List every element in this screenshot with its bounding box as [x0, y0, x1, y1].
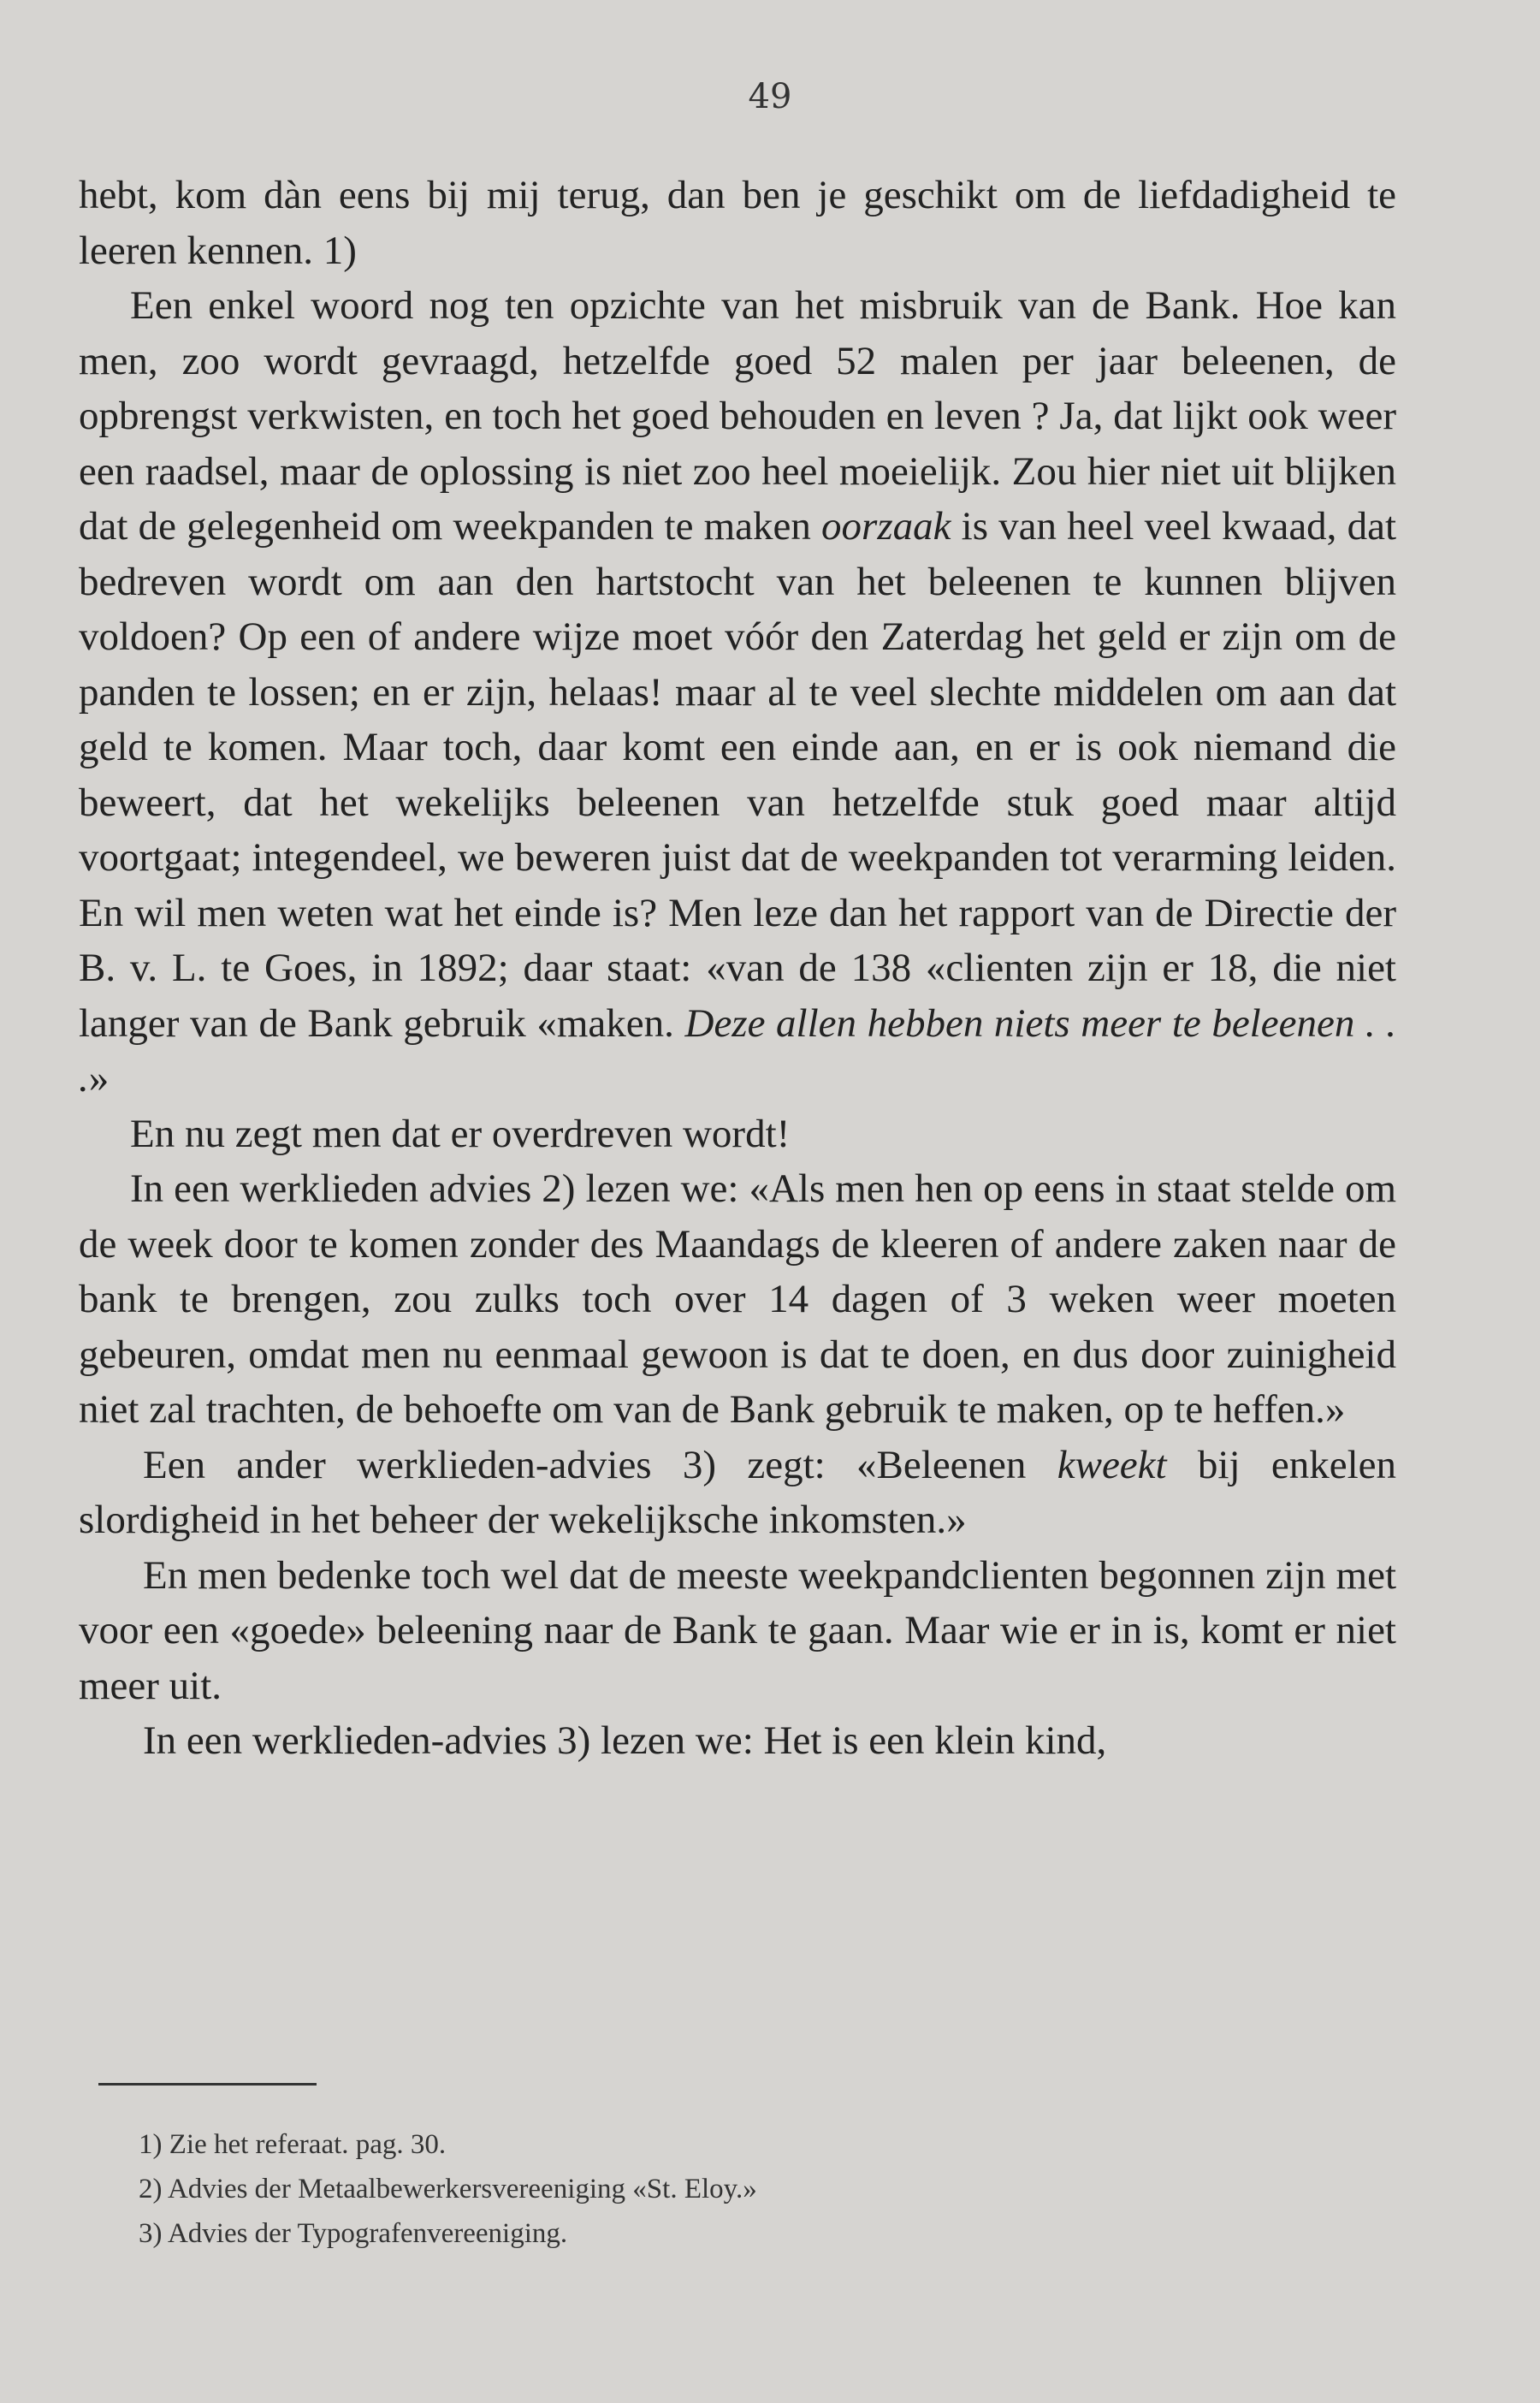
paragraph-1: hebt, kom dàn eens bij mij terug, dan ben je geschikt om de liefdadigheid te leeren kennen. 1)	[79, 173, 1396, 273]
paragraph-2: Een enkel woord nog ten opzichte van het misbruik van de Bank. Hoe kan men, zoo wordt gevraagd, hetzelfde goed 52 malen per jaar beleenen, de opbrengst verkwisten, en toch het goed behouden en leven ? Ja, dat lijkt ook weer een raadsel, maar de oplossing is niet zoo heel moeielijk. Zou hier niet uit blijken dat de gelegenheid om weekpanden te maken oorzaak is van heel veel kwaad, dat bedreven wordt om aan den hartstocht van het beleenen te kunnen blijven voldoen? Op een of andere wijze moet vóór den Zaterdag het geld er zijn om de panden te lossen; en er zijn, helaas! maar al te veel slechte middelen om aan dat geld te komen. Maar toch, daar komt een einde aan, en er is ook niemand die beweert, dat het wekelijks beleenen van hetzelfde stuk goed maar altijd voortgaat; integendeel, we beweren juist dat de weekpanden tot verarming leiden. En wil men weten wat het einde is? Men leze dan het rapport van de Directie der B. v. L. te Goes, in 1892; daar staat: «van de 138 «clienten zijn er 18, die niet langer van de Bank gebruik «maken. Deze allen hebben niets meer te beleenen . . .»	[79, 283, 1397, 1101]
paragraph-3: En nu zegt men dat er overdreven wordt!	[130, 1111, 791, 1156]
paragraph-6: En men bedenke toch wel dat de meeste weekpandclienten begonnen zijn met voor een «goede» beleening naar de Bank te gaan. Maar wie er in is, komt er niet meer uit.	[79, 1552, 1396, 1708]
body-text	[79, 168, 1396, 1769]
footnote-2: 2) Advies der Metaalbewerkersvereeniging «St. Eloy.»	[139, 2174, 757, 2204]
emphasis-oorzaak: oorzaak	[821, 504, 951, 549]
emphasis-deze-allen: Deze allen hebben niets meer te beleenen . . .	[79, 1000, 1397, 1101]
paragraph-5: Een ander werklieden-advies 3) zegt: «Beleenen kweekt bij enkelen slordigheid in het beheer der wekelijksche inkomsten.»	[79, 1442, 1396, 1542]
footnote-divider	[98, 2083, 317, 2086]
footnote-3: 3) Advies der Typografenvereeniging.	[139, 2218, 568, 2249]
page-number: 49	[748, 77, 792, 116]
emphasis-kweekt: kweekt	[1057, 1442, 1167, 1487]
footnote-1: 1) Zie het referaat. pag. 30.	[139, 2129, 447, 2160]
footnotes	[139, 2122, 1336, 2256]
paragraph-7: In een werklieden-advies 3) lezen we: Het is een klein kind,	[143, 1718, 1107, 1763]
paragraph-4: In een werklieden advies 2) lezen we: «Als men hen op eens in staat stelde om de week door te komen zonder des Maandags de kleeren of andere zaken naar de bank te brengen, zou zulks toch over 14 dagen of 3 weken weer moeten gebeuren, omdat men nu eenmaal gewoon is dat te doen, en dus door zuinigheid niet zal trachten, de behoefte om van de Bank gebruik te maken, op te heffen.»	[79, 1166, 1396, 1432]
